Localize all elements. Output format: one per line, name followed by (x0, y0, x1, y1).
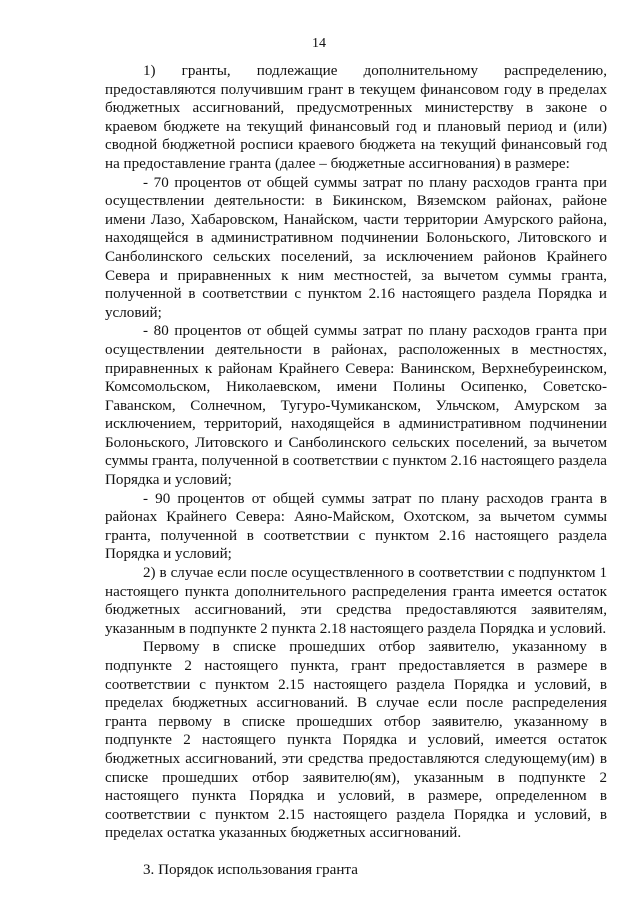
page-number: 14 (312, 36, 326, 51)
paragraph-90-percent: - 90 процентов от общей суммы затрат по плану расходов гранта в районах Крайнего Севера: Аяно-Майском, Охотском, за вычетом суммы гранта, полученной в соответствии с пунктом 2.16 настоящего раздела Порядка и условий; (105, 490, 607, 563)
section-heading: 3. Порядок использования гранта (143, 861, 358, 878)
paragraph-70-percent: - 70 процентов от общей суммы затрат по плану расходов гранта при осуществлении деятельности: в Бикинском, Вяземском районах, районе имени Лазо, Хабаровском, Нанайском, части территории Амурского района, находящейся в административном подчинении Болоньского, Литовского и Санболинского сельских поселений, за исключением районов Крайнего Севера и приравненных к ним местностей, за вычетом суммы гранта, полученной в соответствии с пунктом 2.16 настоящего раздела Порядка и условий; (105, 174, 607, 321)
paragraph-first-applicant: Первому в списке прошедших отбор заявителю, указанному в подпункте 2 настоящего пункта, грант предоставляется в размере в соответствии с пунктом 2.15 настоящего раздела Порядка и условий, в пределах бюджетных ассигнований. В случае если после распределения гранта первому в списке прошедших отбор заявителю, указанному в подпункте 2 настоящего пункта Порядка и условий, имеется остаток бюджетных ассигнований, эти средства предоставляются следующему(им) в списке прошедших отбор заявителю(ям), указанным в подпункте 2 настоящего пункта Порядка и условий, в размере, определенном в соответствии с пунктом 2.15 настоящего раздела Порядка и условий, в пределах остатка указанных бюджетных ассигнований. (105, 639, 607, 842)
paragraph-80-percent: - 80 процентов от общей суммы затрат по плану расходов гранта при осуществлении деятельности в районах, расположенных в местностях, приравненных к районам Крайнего Севера: Ванинском, Верхнебуреинском, Комсомольском, Николаевском, имени Полины Осипенко, Советско-Гаванском, Солнечном, Тугуро-Чумиканском, Ульчском, Амурском за исключением, территорий, находящейся в административном подчинении Болоньского, Литовского и Санболинского сельских поселений, за вычетом суммы гранта, полученной в соответствии с пунктом 2.16 настоящего раздела Порядка и условий; (105, 323, 607, 489)
paragraph-subitem-1: 1) гранты, подлежащие дополнительному распределению, предоставляются получившим грант в текущем финансовом году в пределах бюджетных ассигнований, предусмотренных министерству в законе о краевом бюджете на текущий финансовый год и плановый период и (или) сводной бюджетной росписи краевого бюджета на текущий финансовый год на предоставление гранта (далее – бюджетные ассигнования) в размере: (105, 63, 607, 172)
paragraph-subitem-2: 2) в случае если после осуществленного в соответствии с подпунктом 1 настоящего пункта дополнительного распределения гранта имеется остаток бюджетных ассигнований, эти средства предоставляются заявителям, указанным в подпункте 2 пункта 2.18 настоящего раздела Порядка и условий. (105, 565, 607, 637)
document-body (105, 62, 607, 880)
